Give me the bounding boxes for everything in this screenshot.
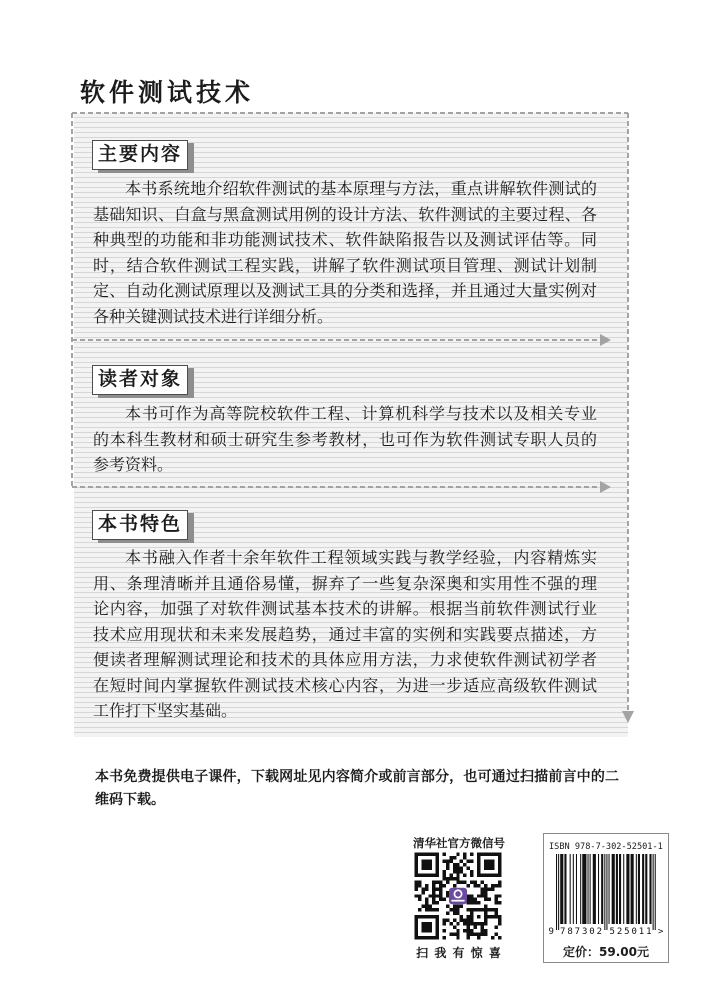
body-line: 的本科生教材和硕士研究生参考教材，也可作为软件测试专职人员的 [93, 429, 597, 449]
body-line: 工作打下坚实基础。 [93, 701, 238, 720]
isbn-text: ISBN 978-7-302-52501-1 [549, 842, 663, 852]
qr-label: 清华社官方微信号 [413, 836, 505, 850]
body-line: 本书融入作者十余年软件工程领域实践与教学经验，内容精炼实 [125, 548, 597, 567]
note-line: 本书免费提供电子课件，下载网址见内容简介或前言部分，也可通过扫描前言中的二 [95, 769, 619, 785]
section-body-readers [93, 401, 597, 478]
courseware-note [95, 766, 619, 812]
publisher-logo [449, 888, 467, 905]
body-line: 本书系统地介绍软件测试的基本原理与方法，重点讲解软件测试的 [125, 179, 597, 198]
barcode-marker: > [658, 927, 664, 937]
barcode-right-digits: 525011 [609, 927, 652, 937]
barcode [548, 854, 666, 936]
body-line: 用、条理清晰并且通俗易懂，摒弃了一些复杂深奥和实用性不强的理 [93, 573, 597, 593]
body-line: 定、自动化测试原理以及测试工具的分类和选择，并且通过大量实例对 [93, 281, 597, 300]
price: 定价：59.00元 [563, 945, 649, 959]
qr-code [413, 851, 503, 941]
body-line: 时，结合软件测试工程实践，讲解了软件测试项目管理、测试计划制 [93, 255, 597, 275]
body-line: 各种关键测试技术进行详细分析。 [93, 306, 334, 326]
body-line: 论内容，加强了对软件测试基本技术的讲解。根据当前软件测试行业 [93, 599, 597, 618]
body-line: 便读者理解测试理论和技术的具体应用方法，力求使软件测试初学者 [93, 650, 597, 669]
section-body-features [93, 545, 597, 724]
barcode-first-digit: 9 [548, 927, 554, 937]
body-line: 基础知识、白盒与黑盒测试用例的设计方法、软件测试的主要过程、各 [93, 204, 597, 224]
body-line: 参考资料。 [93, 455, 174, 474]
section-heading-main-content: 主要内容 [92, 140, 188, 170]
section-body-main-content [93, 176, 597, 329]
book-title: 软件测试技术 [80, 78, 255, 107]
barcode-bars [556, 854, 656, 930]
section-heading-features: 本书特色 [92, 510, 188, 540]
barcode-left-digits: 787302 [560, 927, 602, 937]
section-heading-readers: 读者对象 [92, 365, 188, 395]
note-line: 维码下载。 [95, 792, 165, 808]
body-line: 种典型的功能和非功能测试技术、软件缺陷报告以及测试评估等。同 [93, 230, 597, 249]
qr-caption: 扫 我 有 惊 喜 [416, 946, 502, 960]
body-line: 技术应用现状和未来发展趋势，通过丰富的实例和实践要点描述，方 [93, 624, 597, 644]
isbn-barcode-box [543, 833, 669, 963]
body-line: 本书可作为高等院校软件工程、计算机科学与技术以及相关专业 [125, 404, 597, 423]
body-line: 在短时间内掌握软件测试技术核心内容，为进一步适应高级软件测试 [93, 675, 597, 695]
